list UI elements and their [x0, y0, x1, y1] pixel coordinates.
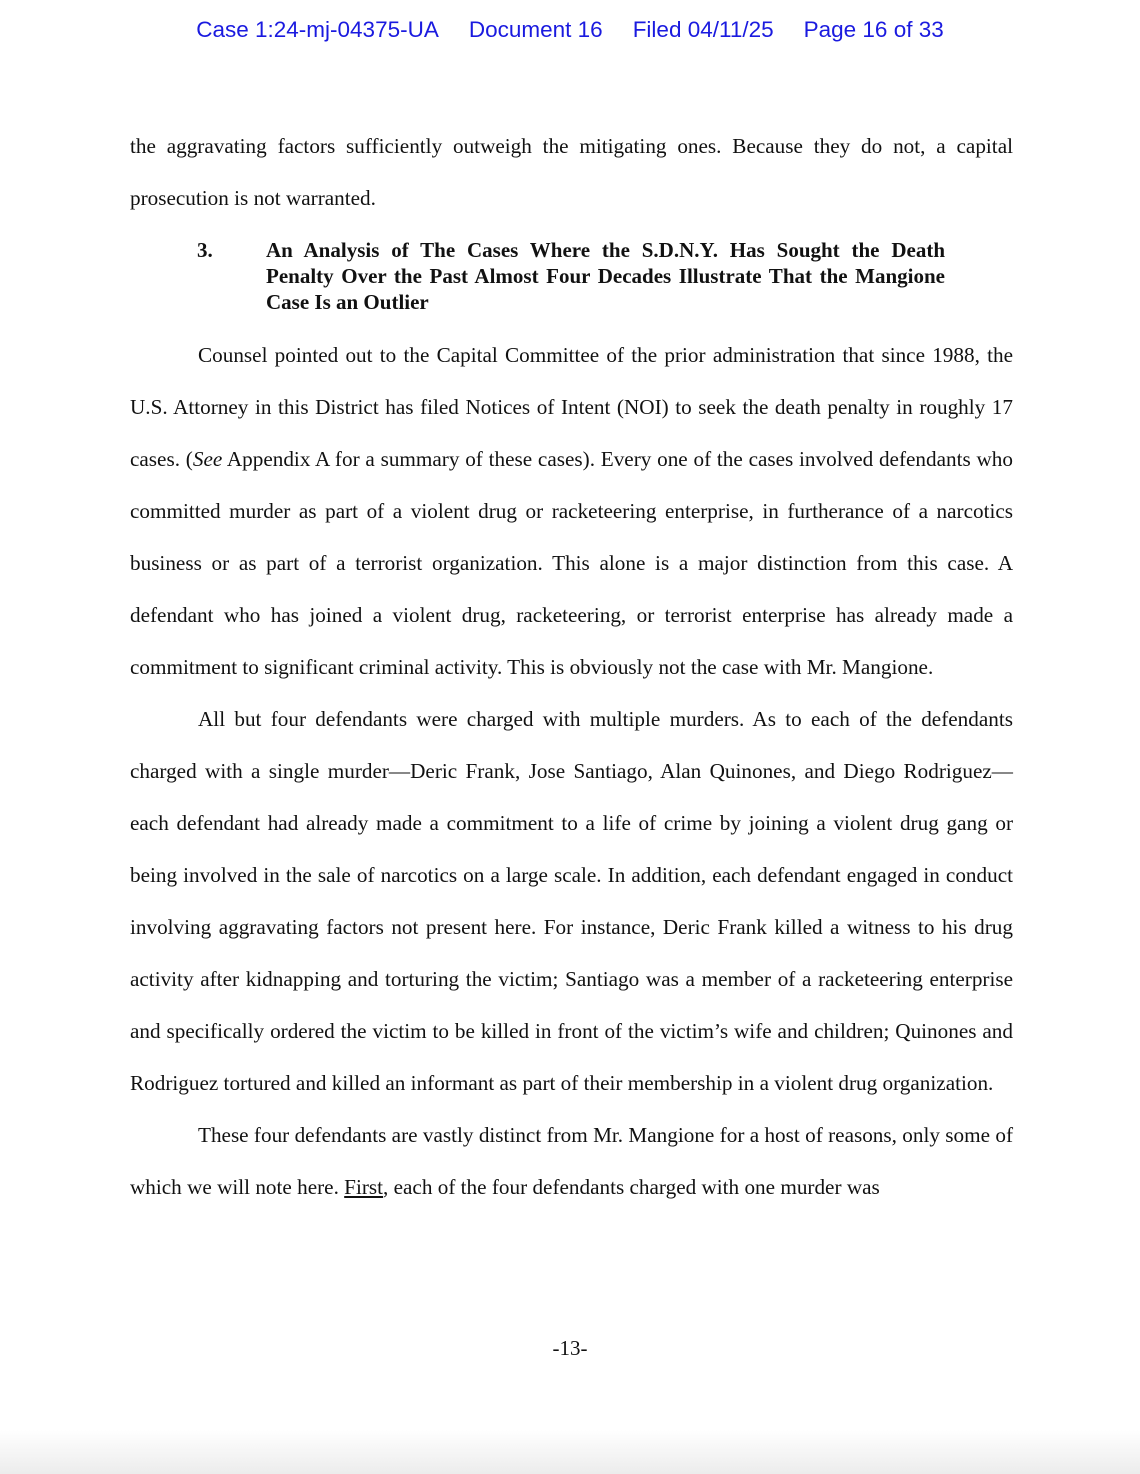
paragraph-1-text-b: Appendix A for a summary of these cases). Every one of the cases involved defendants who committed murder as part of a violent drug or racketeering enterprise, in furtherance of a narcotics business or as part of a terrorist organization. This alone is a major distinction from this case. A defendant who has joined a violent drug, racketeering, or terrorist enterprise has already made a commitment to significant criminal activity. This is obviously not the case with Mr. Mangione. [130, 447, 1013, 679]
section-heading [197, 237, 945, 315]
section-number: 3. [197, 238, 213, 262]
paragraph-3 [130, 1109, 1013, 1213]
paragraph-2: All but four defendants were charged with multiple murders. As to each of the defendants charged with a single murder—Deric Frank, Jose Santiago, Alan Quinones, and Diego Rodriguez—each defendant had already made a commitment to a life of crime by joining a violent drug gang or being involved in the sale of narcotics on a large scale. In addition, each defendant engaged in conduct involving aggravating factors not present here. For instance, Deric Frank killed a witness to his drug activity after kidnapping and torturing the victim; Santiago was a member of a racketeering enterprise and specifically ordered the victim to be killed in front of the victim’s wife and children; Quinones and Rodriguez tortured and killed an informant as part of their membership in a violent drug organization. [130, 707, 1013, 1095]
page-number: -13- [552, 1336, 588, 1360]
case-number: Case 1:24-mj-04375-UA [196, 17, 439, 42]
intro-block [130, 120, 1013, 224]
first-underlined: First [344, 1175, 384, 1199]
page-indicator: Page 16 of 33 [803, 17, 944, 42]
bottom-edge-shadow [0, 1430, 1140, 1474]
section-title: An Analysis of The Cases Where the S.D.N.Y. Has Sought the Death Penalty Over the Past Almost Four Decades Illustrate That the Mangione Case Is an Outlier [266, 238, 945, 314]
case-header [0, 16, 1140, 44]
document-number: Document 16 [468, 17, 603, 42]
paragraph-1 [130, 329, 1013, 693]
paragraph-3-text-b: , each of the four defendants charged with one murder was [383, 1175, 880, 1199]
intro-paragraph: the aggravating factors sufficiently outweigh the mitigating ones. Because they do not, a capital prosecution is not warranted. [130, 134, 1013, 210]
paragraph-3-text-a: These four defendants are vastly distinct from Mr. Mangione for a host of reasons, only some of which we will note here. [130, 1123, 1013, 1199]
body-block [130, 329, 1013, 1213]
see-citation: See [192, 447, 223, 471]
paragraph-1-text-a: Counsel pointed out to the Capital Committee of the prior administration that since 1988, the U.S. Attorney in this District has filed Notices of Intent (NOI) to seek the death penalty in roughly 17 cases. ( [130, 343, 1013, 471]
filed-date: Filed 04/11/25 [632, 17, 774, 42]
